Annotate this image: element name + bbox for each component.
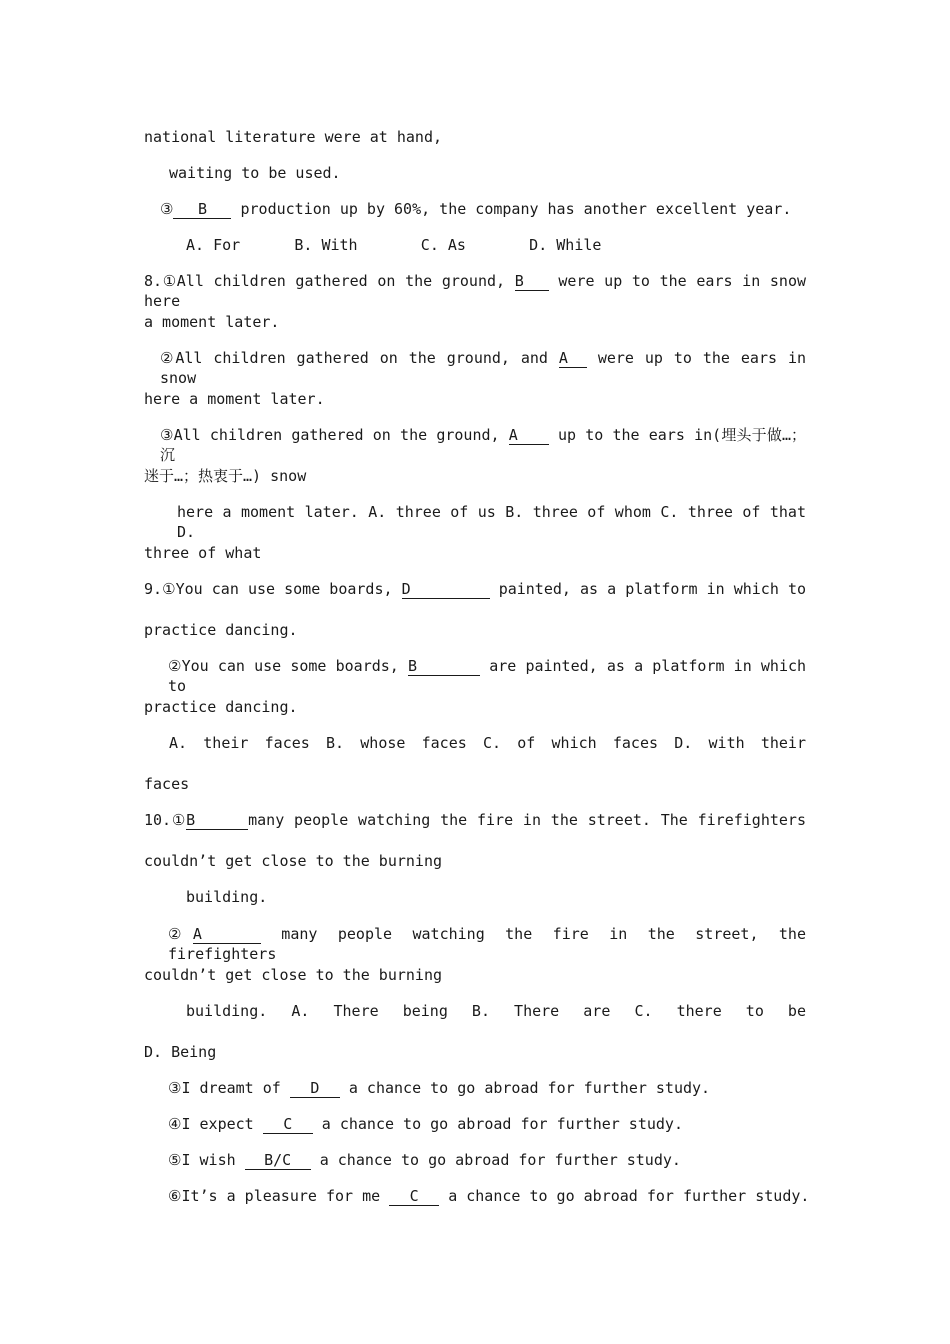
text-line: faces <box>144 775 190 793</box>
text-line: here a moment later. <box>144 390 325 408</box>
question-10-1 <box>144 810 806 830</box>
question-7-3 <box>160 199 791 219</box>
text-line: three of what <box>144 544 262 562</box>
question-text: 10.① <box>144 811 187 829</box>
answer-blank: D <box>290 1080 340 1098</box>
answer-blank: A <box>193 926 261 944</box>
question-10-5 <box>168 1150 681 1170</box>
question-9-2 <box>168 656 806 696</box>
question-text: many people watching the fire in the street. The firefighters <box>248 811 806 829</box>
question-text: are painted, as a platform in which to <box>168 657 807 695</box>
answer-blank: B <box>515 273 549 291</box>
question-text: up to the ears in(埋头于做…；沉 <box>160 426 807 464</box>
question-text: 8.①All children gathered on the ground, <box>144 272 506 290</box>
question-text: were up to the ears in snow <box>160 349 807 387</box>
question-text: a chance to go abroad for further study. <box>321 1115 683 1133</box>
question-text: painted, as a platform in which to <box>498 580 807 598</box>
options-line: here a moment later. A. three of us B. three of whom C. three of that D. <box>177 503 806 541</box>
answer-blank: D <box>402 581 490 599</box>
question-10-4 <box>168 1114 683 1134</box>
options-line: A. For B. With C. As D. While <box>186 236 602 254</box>
text-line: a moment later. <box>144 313 280 331</box>
question-text: 9.①You can use some boards, <box>144 580 393 598</box>
question-text: ⑤I wish <box>168 1151 236 1169</box>
question-text: ④I expect <box>168 1115 254 1133</box>
question-9-1 <box>144 579 806 599</box>
text-line: waiting to be used. <box>169 164 341 182</box>
text-line: national literature were at hand, <box>144 128 443 146</box>
question-text: ③All children gathered on the ground, <box>160 426 500 444</box>
text-line: building. <box>186 888 268 906</box>
item-number: ③ <box>160 200 174 218</box>
options-line: A. their faces B. whose faces C. of which faces D. with their <box>169 734 806 752</box>
question-text: a chance to go abroad for further study. <box>348 1079 711 1097</box>
answer-blank: A <box>509 427 549 445</box>
answer-blank: C <box>263 1116 313 1134</box>
answer-blank: B/C <box>245 1152 311 1170</box>
text-line: 迷于…；热衷于…) snow <box>144 467 307 485</box>
text-line: practice dancing. <box>144 621 298 639</box>
answer-blank: B <box>186 812 248 830</box>
answer-blank: A <box>559 350 587 368</box>
text-line: couldn’t get close to the burning <box>144 852 443 870</box>
question-text: ⑥It’s a pleasure for me <box>168 1187 381 1205</box>
question-text: a chance to go abroad for further study. <box>448 1187 810 1205</box>
question-8-1 <box>144 271 806 311</box>
question-text: a chance to go abroad for further study. <box>319 1151 681 1169</box>
question-text: ②All children gathered on the ground, and <box>160 349 548 367</box>
text-line: couldn’t get close to the burning <box>144 966 443 984</box>
question-10-2 <box>168 924 806 964</box>
question-text: ②You can use some boards, <box>168 657 399 675</box>
text-line: D. Being <box>144 1043 217 1061</box>
question-text: many people watching the fire in the street, the firefighters <box>168 925 806 963</box>
question-8-2 <box>160 348 806 388</box>
question-text: ② <box>168 925 193 943</box>
answer-blank: B <box>173 201 231 219</box>
question-text: ③I dreamt of <box>168 1079 281 1097</box>
question-8-3 <box>160 425 806 465</box>
question-text: were up to the ears in snow here <box>144 272 807 310</box>
question-10-3 <box>168 1078 710 1098</box>
question-text: production up by 60%, the company has another excellent year. <box>240 200 792 218</box>
answer-blank: C <box>389 1188 439 1206</box>
answer-blank: B <box>408 658 480 676</box>
question-10-6 <box>168 1186 809 1206</box>
text-line: practice dancing. <box>144 698 298 716</box>
options-line: building. A. There being B. There are C. there to be <box>186 1002 806 1020</box>
